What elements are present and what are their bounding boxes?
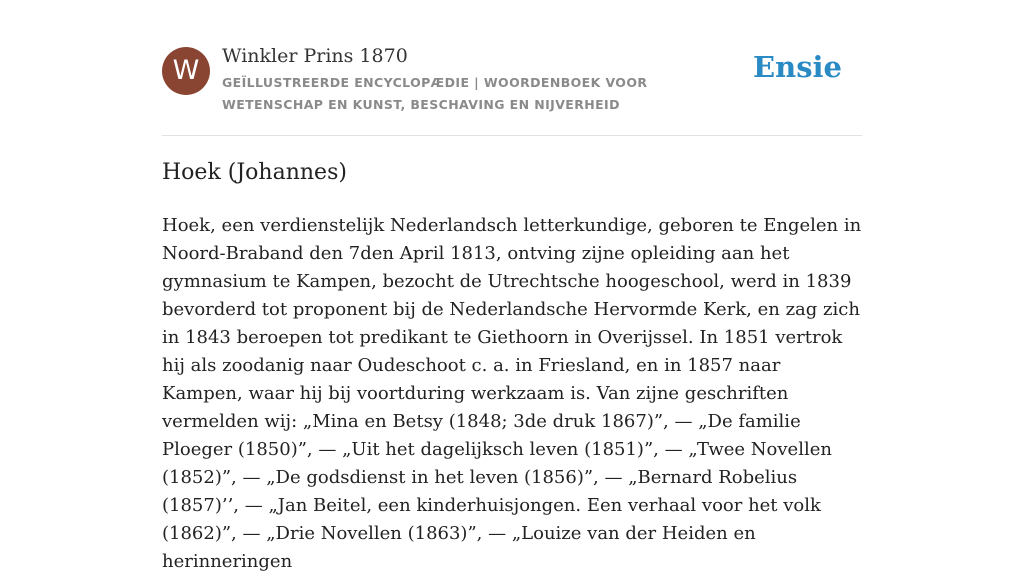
ensie-logo-link[interactable]: Ensie (753, 50, 842, 84)
source-subtitle: GEÏLLUSTREERDE ENCYCLOPÆDIE | WOORDENBOEK VOOR WETENSCHAP EN KUNST, BESCHAVING EN NIJVERHEID (222, 75, 648, 112)
entry-title: Hoek (Johannes) (162, 160, 347, 185)
source-header (162, 0, 862, 136)
source-title[interactable]: Winkler Prins 1870 (222, 45, 408, 67)
page-container (162, 0, 862, 572)
entry-body: Hoek, een verdienstelijk Nederlandsch letterkundige, geboren te Engelen in Noord-Braband den 7den April 1813, ontving zijne opleiding aan het gymnasium te Kampen, bezocht de Utrechtsche hoogeschool, werd in 1839 bevorderd tot proponent bij de Nederlandsche Hervormde Kerk, en zag zich in 1843 beroepen tot predikant te Giethoorn in Overijssel. In 1851 vertrok hij als zoodanig naar Oudeschoot c. a. in Friesland, en in 1857 naar Kampen, waar hij bij voortduring werkzaam is. Van zijne geschriften vermelden wij: „Mina en Betsy (1848; 3de druk 1867)”, — „De familie Ploeger (1850)”, — „Uit het dagelijksch leven (1851)”, — „Twee Novellen (1852)”, — „De godsdienst in het leven (1856)”, — „Bernard Robelius (1857)’’, — „Jan Beitel, een kinderhuisjongen. Een verhaal voor het volk (1862)”, — „Drie Novellen (1863)”, — „Louize van der Heiden en herinneringen (162, 215, 862, 572)
source-avatar[interactable]: W (162, 47, 210, 95)
